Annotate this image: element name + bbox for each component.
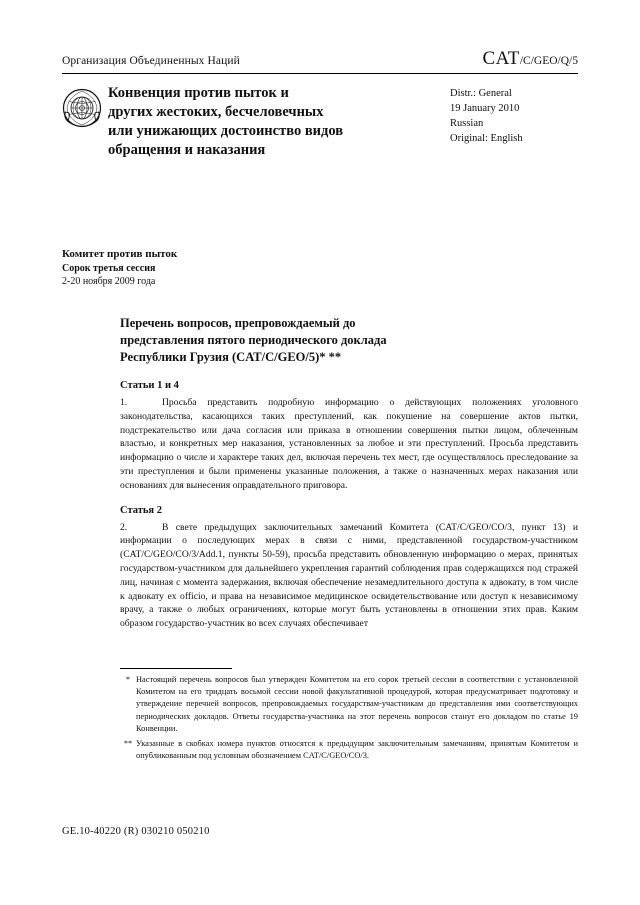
footnote-1-text: Настоящий перечень вопросов был утвержден Комитетом на его сорок третьей сессии в соответствии с установленной Комитетом на его тридцать восьмой сессии новой факультативной процедурой, которая предусматривает подготовку и утверждение перечней вопросов, препровождаемых государствам-участникам до представления ими соответствующих периодических докладов. Ответы государства-участника на этот перечень вопросов станут его докладом по статье 19 Конвенции.: [136, 675, 578, 733]
footnotes-block: [120, 668, 578, 765]
committee-session: Сорок третья сессия: [62, 262, 156, 274]
page-title: [120, 315, 578, 366]
paragraph-2-number: 2.: [120, 521, 128, 533]
distribution-date: 19 January 2010: [450, 102, 520, 114]
convention-title-line-4: обращения и наказания: [108, 142, 266, 159]
footnote-1: [120, 674, 578, 735]
page-title-line-3: Республики Грузия (CAT/C/GEO/5)* **: [120, 350, 342, 365]
paragraph-1-number: 1.: [120, 396, 128, 408]
paragraph-2-text: В свете предыдущих заключительных замечаний Комитета (CAT/C/GEO/CO/3, пункт 13) и информации о последующих мерах в связи с ними, представленной государством-участником (CAT/C/GEO/CO/3/Add.1, пункты 50-59), просьба представить обновленную информацию о мерах, принятых государством-участником для дальнейшего укрепления гарантий соблюдения прав содержащихся под стражей лиц, начиная с момента задержания, включая обеспечение незамедлительного доступа к адвокату, в том числе к адвокату ex officio, и права на независимое медицинское освидетельствование или доступ к независимому врачу, а также о любых ограничениях, которые могут быть установлены в отношении этих прав. Каким образом государство-участник во всех случаях обеспечивает: [120, 521, 578, 630]
document-header: [62, 48, 578, 70]
document-symbol: [482, 48, 578, 70]
convention-title-line-1: Конвенция против пыток и: [108, 85, 289, 101]
committee-session-dates: 2-20 ноября 2009 года: [62, 276, 156, 288]
footnote-2: [120, 738, 578, 762]
footnote-divider: [120, 668, 232, 669]
page-title-line-1: Перечень вопросов, препровождаемый до: [120, 316, 356, 331]
page-title-line-2: представления пятого периодического доклада: [120, 333, 387, 348]
document-content: [62, 48, 578, 633]
distribution-language: Russian: [450, 117, 484, 129]
footnote-1-marker: *: [125, 675, 131, 684]
paragraph-1: [120, 396, 578, 493]
convention-title-line-3: или унижающих достоинство видов: [108, 123, 344, 140]
section-heading-articles-1-4: Статьи 1 и 4: [120, 379, 179, 391]
page-footer: GE.10-40220 (R) 030210 050210: [62, 826, 210, 837]
committee-name: Комитет против пыток: [62, 247, 178, 260]
document-symbol-main: CAT: [482, 48, 520, 69]
paragraph-2: [120, 521, 578, 632]
committee-block: [62, 247, 578, 290]
organization-name: Организация Объединенных Наций: [62, 55, 240, 67]
distribution-block: [450, 84, 578, 147]
header-divider: [62, 73, 578, 74]
paragraph-1-text: Просьба представить подробную информацию о действующих положениях уголовного законодательства, касающихся таких преступлений, как покушение на совершение актов пытки, подстрекательство или дача согласия или приказа в отношении совершения пытки лицом, облеченным властью, и конкретных мер наказания, установленных за любое и эти преступлений. Просьба представить информацию о числе и характере таких дел, включая перечень тех мест, где осуществлялось преследование за эти преступления и были применены указанные положения, а также о назначенных мерах наказания или основаниях для вынесения оправдательного приговора.: [120, 396, 578, 491]
document-symbol-rest: /C/GEO/Q/5: [519, 55, 578, 67]
distribution-original: Original: English: [450, 132, 523, 144]
footnote-2-marker: **: [123, 738, 133, 748]
convention-title: [108, 84, 450, 161]
convention-title-line-2: других жестоких, бесчеловечных: [108, 104, 324, 121]
distribution-type: Distr.: General: [450, 88, 512, 99]
section-heading-article-2: Статья 2: [120, 504, 162, 516]
document-body: [120, 315, 578, 631]
title-block: [62, 84, 578, 161]
footnote-2-text: Указанные в скобках номера пунктов относятся к предыдущим заключительным замечаниям, принятым Комитетом и опубликованным под условным обозначением CAT/C/GEO/CO/3.: [136, 738, 578, 761]
un-emblem-icon: [62, 84, 108, 128]
